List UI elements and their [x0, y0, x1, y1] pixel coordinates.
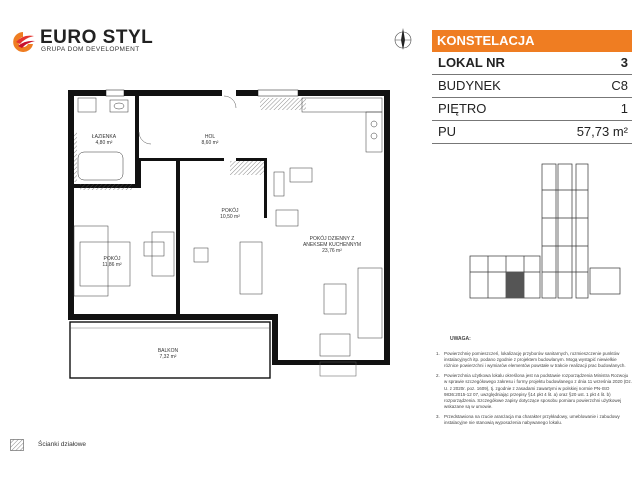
room-name: POKÓJ — [221, 208, 239, 214]
note-text: Powierzchnia użytkowa lokalu określona jest na podstawie rozporządzenia Ministra Rozwoju w sprawie szczegółowego zakresu i formy projektu budowlanego z dnia 11 września 2020 (Dz. U. z 2020r. poz. 1609), tj. zgodnie z zasadami zawartymi w polskiej normie PN-ISO 9836:2015-12 07, uwzględniając przepisy §14 pkt 4 lit. a) oraz §20 ust. 1 pkt 4 lit. b) rozporządzenia. Szczegółowe zapisy dotyczące sposobu pomiaru powierzchni użytkowej wskazane są w umowie. — [444, 373, 633, 409]
info-label: PU — [438, 124, 457, 139]
room-balcony — [148, 348, 188, 360]
highlighted-apartment — [506, 272, 524, 298]
info-row-lokal — [432, 52, 632, 75]
note-number: 2. — [436, 373, 440, 379]
info-row-pietro — [432, 98, 632, 121]
room-area: 4,80 m² — [95, 140, 113, 146]
info-value: 3 — [620, 55, 628, 70]
room-name: BALKON — [157, 348, 179, 354]
room-middle — [210, 208, 250, 220]
info-label: LOKAL NR — [438, 55, 505, 70]
building-location-map — [466, 160, 626, 305]
floor-plan — [40, 72, 410, 392]
apartment-info-table — [432, 30, 632, 144]
info-value: 1 — [620, 101, 628, 116]
info-value: 57,73 m² — [576, 124, 628, 139]
note-item — [436, 414, 632, 426]
room-living — [302, 236, 362, 254]
room-name: POKÓJ DZIENNY Z ANEKSEM KUCHENNYM — [302, 236, 362, 248]
note-text: Przedstawiona na rzucie aranżacja ma charakter przykładowy, umeblowanie i zabudowy instalacyjne nie stanowią wyposażenia nabywanego lokalu. — [444, 413, 620, 426]
brand-name: EURO STYL — [40, 27, 154, 48]
room-area: 23,76 m² — [322, 248, 342, 254]
partition-wall-legend-icon — [10, 439, 24, 451]
info-label: BUDYNEK — [438, 78, 501, 93]
room-area: 11,86 m² — [102, 262, 122, 268]
floor-plan-drawing — [40, 72, 410, 392]
notes-section — [436, 336, 632, 430]
room-name: POKÓJ — [103, 256, 121, 262]
notes-title: UWAGA: — [450, 336, 471, 342]
info-label: PIĘTRO — [438, 101, 487, 116]
note-text: Powierzchnię pomieszczeń, lokalizację przyborów sanitarnych, rozmieszczenie punktów instalacyjnych itp. podano zgodnie z projektem budowlanym. Mogą wystąpić niewielkie różnice powierzchni i wymiarów elementów powstałe w trakcie realizacji prac budowlanych. — [444, 351, 626, 369]
note-item — [436, 373, 632, 410]
info-value: C8 — [611, 78, 628, 93]
info-row-pu — [432, 121, 632, 144]
room-name: ŁAZIENKA — [91, 134, 117, 140]
room-name: HOL — [204, 134, 216, 140]
euro-styl-logo-icon — [10, 30, 36, 52]
investment-title: KONSTELACJA — [432, 30, 632, 52]
room-bathroom — [82, 134, 126, 146]
note-item — [436, 351, 632, 369]
brand-subtitle: GRUPA DOM DEVELOPMENT — [41, 46, 140, 53]
room-left — [92, 256, 132, 268]
legend-label: Ścianki działowe — [38, 441, 87, 448]
room-area: 7,32 m² — [159, 354, 177, 360]
north-arrow-icon — [392, 26, 414, 52]
note-number: 3. — [436, 413, 440, 419]
info-row-budynek — [432, 75, 632, 98]
room-hall — [190, 134, 230, 146]
room-area: 10,50 m² — [220, 214, 240, 220]
room-area: 8,60 m² — [201, 140, 219, 146]
note-number: 1. — [436, 351, 440, 357]
